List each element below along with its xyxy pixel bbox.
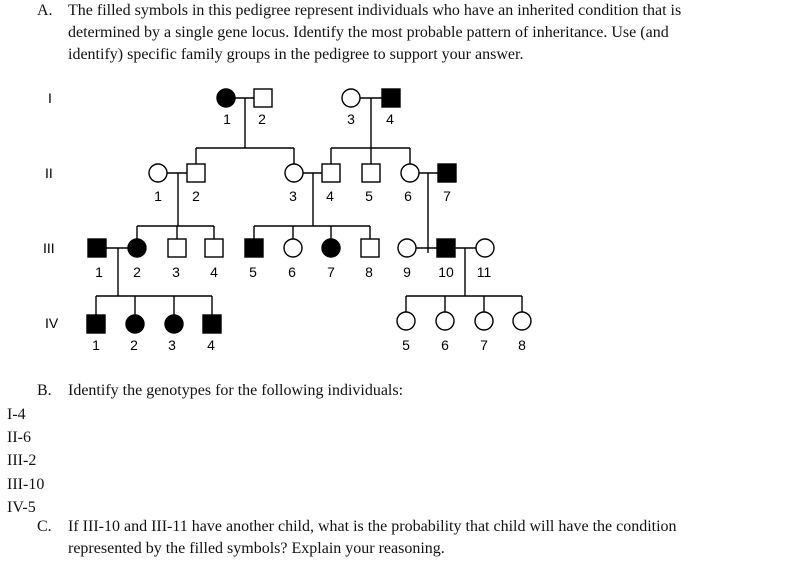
individual-number: 1	[154, 188, 162, 204]
unaffected-male-ii-5	[362, 164, 380, 182]
unaffected-female-iv-5	[397, 312, 415, 330]
individual-number: 3	[168, 337, 176, 353]
individual-number: 2	[192, 188, 200, 204]
individual-number: 5	[249, 264, 257, 280]
question-b-label: B.	[37, 382, 52, 399]
question-a-line: The filled symbols in this pedigree represent individuals who have an inherited condition that is	[68, 2, 682, 19]
individual-number: 3	[172, 264, 180, 280]
individual-number: 5	[402, 337, 410, 353]
unaffected-female-ii-6	[401, 164, 419, 182]
question-c-line: represented by the filled symbols? Explain your reasoning.	[68, 540, 445, 557]
genotype-individual-list	[7, 403, 44, 519]
individual-number: 1	[95, 264, 103, 280]
affected-female-iii-7	[322, 239, 340, 257]
question-a-line: determined by a single gene locus. Identify the most probable pattern of inheritance. Use (and	[68, 24, 669, 41]
affected-male-iii-10	[437, 239, 455, 257]
unaffected-female-ii-3	[285, 164, 303, 182]
individual-number: 7	[480, 337, 488, 353]
list-item: IV-5	[7, 498, 36, 516]
unaffected-female-iv-6	[436, 312, 454, 330]
unaffected-female-iv-7	[475, 312, 493, 330]
list-item: I-4	[7, 406, 26, 423]
unaffected-female-iii-11	[476, 239, 494, 257]
affected-male-ii-7	[438, 164, 456, 182]
question-a-label: A.	[37, 2, 53, 19]
question-c-text	[68, 516, 677, 560]
affected-female-iv-3	[165, 315, 183, 333]
affected-male-iii-5	[245, 239, 263, 257]
individual-number: 6	[288, 264, 296, 280]
individual-number: 4	[210, 264, 218, 280]
question-b-text: Identify the genotypes for the following individuals:	[68, 382, 404, 399]
question-a-line: identify) specific family groups in the pedigree to support your answer.	[68, 46, 524, 63]
individual-number: 8	[365, 264, 373, 280]
affected-female-iv-2	[126, 315, 144, 333]
individual-number: 6	[441, 337, 449, 353]
unaffected-male-iii-3	[168, 239, 186, 257]
unaffected-female-ii-1	[149, 164, 167, 182]
individual-number: 3	[289, 188, 297, 204]
list-item: III-2	[7, 452, 37, 470]
list-item: III-10	[7, 475, 45, 493]
unaffected-male-iii-4	[205, 239, 223, 257]
affected-female-i-1	[217, 89, 235, 107]
affected-male-i-4	[382, 89, 400, 107]
individual-number: 4	[386, 111, 394, 127]
individual-number: 11	[476, 264, 492, 280]
question-c-label: C.	[37, 518, 52, 535]
individual-number: 1	[223, 111, 231, 127]
unaffected-female-iv-8	[513, 312, 531, 330]
unaffected-female-i-3	[342, 89, 360, 107]
generation-label: IV	[45, 315, 59, 331]
question-c-line: If III-10 and III-11 have another child, what is the probability that child will have the condition	[68, 518, 677, 535]
list-item: II-6	[7, 429, 31, 447]
individual-number: 4	[207, 337, 215, 353]
individual-number: 2	[130, 337, 138, 353]
unaffected-male-iii-8	[361, 239, 379, 257]
individual-number: 5	[365, 188, 373, 204]
individual-number: 1	[92, 337, 100, 353]
generation-label: I	[48, 90, 52, 106]
individual-number: 6	[404, 188, 412, 204]
unaffected-female-iii-6	[284, 239, 302, 257]
individual-number: 2	[258, 111, 266, 127]
individual-number: 8	[518, 337, 526, 353]
individual-number: 3	[347, 111, 355, 127]
individual-number: 4	[326, 188, 334, 204]
unaffected-female-iii-9	[398, 239, 416, 257]
affected-female-iii-2	[128, 239, 146, 257]
individual-number: 7	[443, 188, 451, 204]
unaffected-male-ii-4	[322, 164, 340, 182]
unaffected-male-ii-2	[187, 164, 205, 182]
unaffected-male-i-2	[254, 89, 272, 107]
individual-number: 7	[327, 264, 335, 280]
affected-male-iv-4	[203, 315, 221, 333]
affected-male-iii-1	[88, 239, 106, 257]
pedigree-lines	[96, 98, 522, 316]
individual-number: 2	[133, 264, 141, 280]
generation-label: II	[45, 165, 53, 181]
individual-number: 10	[438, 264, 454, 280]
individual-number: 9	[403, 264, 411, 280]
affected-male-iv-1	[87, 315, 105, 333]
generation-label: III	[43, 240, 55, 256]
